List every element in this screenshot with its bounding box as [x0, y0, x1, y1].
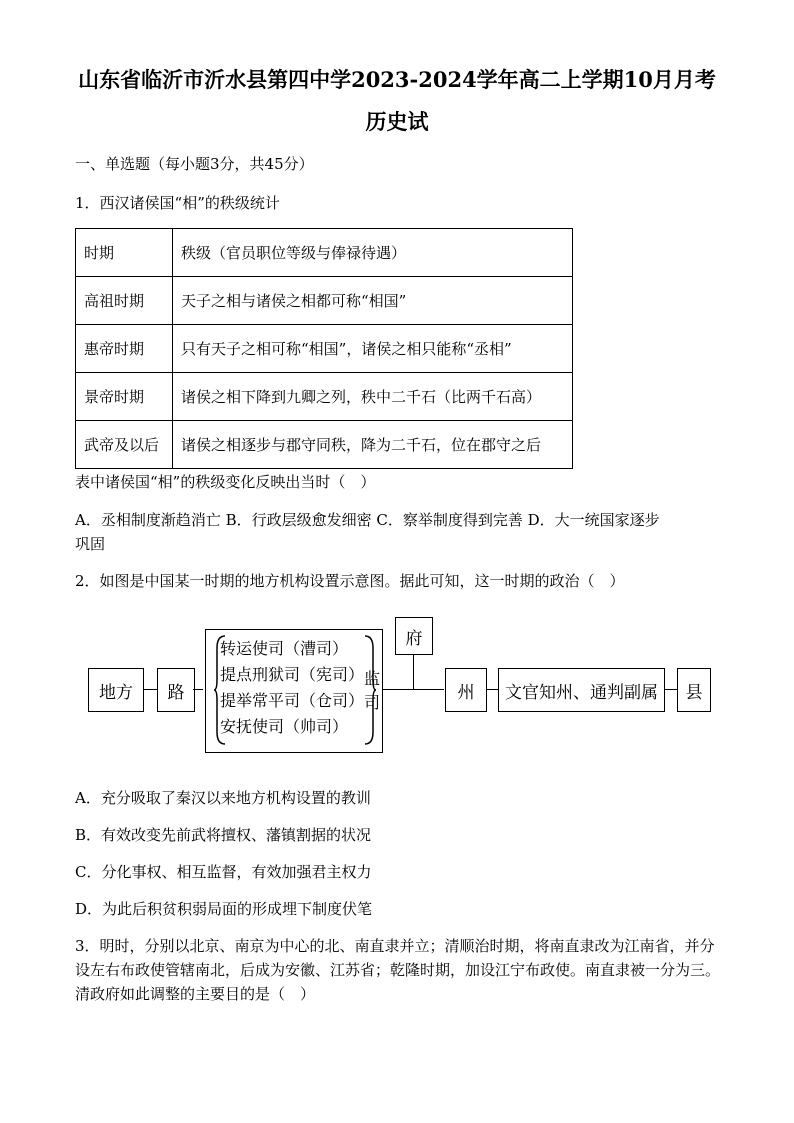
q2-diagram — [85, 605, 725, 765]
q2-option-d: D．为此后积贫积弱局面的形成埋下制度伏笔 — [75, 900, 373, 918]
table-cell: 高祖时期 — [76, 277, 173, 325]
table-cell: 景帝时期 — [76, 373, 173, 421]
q1-options-line1: A．丞相制度渐趋消亡 B．行政层级愈发细密 C．察举制度得到完善 D．大一统国家逐步 — [75, 511, 660, 529]
table-row — [76, 421, 573, 469]
q2-stem: 2．如图是中国某一时期的地方机构设置示意图。据此可知，这一时期的政治（ ） — [75, 572, 625, 590]
connector-line — [382, 689, 444, 690]
diagram-zhou-box: 州 — [445, 668, 487, 712]
table-row — [76, 325, 573, 373]
table-row — [76, 229, 573, 277]
q2-option-b: B．有效改变先前武将擅权、藩镇割据的状况 — [75, 826, 372, 844]
table-cell: 天子之相与诸侯之相都可称“相国” — [173, 277, 573, 325]
connector-line — [193, 689, 203, 690]
diagram-difang-box: 地方 — [88, 668, 144, 712]
q2-option-c: C．分化事权、相互监督，有效加强君主权力 — [75, 863, 372, 881]
table-header-cell: 时期 — [76, 229, 173, 277]
exam-title-line1: 山东省临沂市沂水县第四中学2023-2024学年高二上学期10月月考 — [78, 67, 716, 92]
table-cell: 武帝及以后 — [76, 421, 173, 469]
diagram-offices-box — [205, 629, 383, 753]
jiansi-label: 监司 — [363, 669, 380, 712]
office-tiju-changping: 提举常平司（仓司） — [220, 691, 365, 710]
q1-question: 表中诸侯国“相”的秩级变化反映出当时（ ） — [75, 473, 376, 491]
table-row — [76, 277, 573, 325]
exam-title-line2: 历史试 — [365, 109, 429, 134]
connector-line — [664, 689, 677, 690]
connector-line — [486, 689, 498, 690]
q2-option-a: A．充分吸取了秦汉以来地方机构设置的教训 — [75, 789, 371, 807]
diagram-tongpan-box: 文官知州、通判副属 — [498, 668, 665, 712]
q1-table — [75, 228, 573, 469]
table-cell: 诸侯之相下降到九卿之列，秩中二千石（比两千石高） — [173, 373, 573, 421]
table-cell: 诸侯之相逐步与郡守同秩，降为二千石，位在郡守之后 — [173, 421, 573, 469]
connector-line — [143, 689, 157, 690]
table-cell: 只有天子之相可称“相国”，诸侯之相只能称“丞相” — [173, 325, 573, 373]
connector-line — [413, 654, 414, 689]
office-anfu: 安抚使司（帅司） — [220, 717, 349, 736]
q1-stem: 1．西汉诸侯国“相”的秩级统计 — [75, 194, 280, 212]
office-zhuanyun: 转运使司（漕司） — [220, 639, 349, 658]
office-tidian-xingyu: 提点刑狱司（宪司） — [220, 665, 365, 684]
q3-stem: 3．明时，分别以北京、南京为中心的北、南直隶并立；清顺治时期，将南直隶改为江南省，并分设左右布政使管辖南北，后成为安徽、江苏省；乾隆时期，加设江宁布政使。南直隶被一分为三。清政府如此调整的主要目的是（ ） — [75, 937, 721, 1003]
table-row — [76, 373, 573, 421]
section-heading: 一、单选题（每小题3分，共45分） — [75, 155, 314, 173]
q1-options-line2: 巩固 — [75, 535, 106, 553]
diagram-lu-box: 路 — [157, 668, 195, 712]
table-header-cell: 秩级（官员职位等级与俸禄待遇） — [173, 229, 573, 277]
diagram-xian-box: 县 — [677, 668, 711, 712]
table-cell: 惠帝时期 — [76, 325, 173, 373]
diagram-fu-box: 府 — [395, 617, 433, 655]
